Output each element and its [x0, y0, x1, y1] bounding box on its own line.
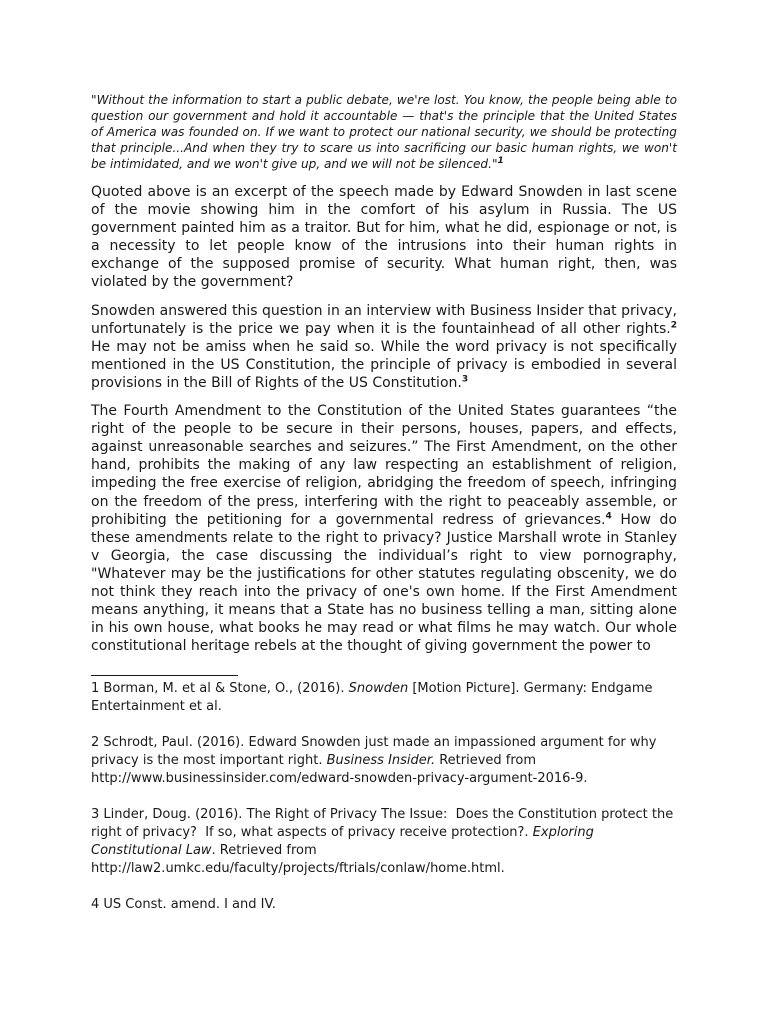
paragraph-1-text: Quoted above is an excerpt of the speech made by Edward Snowden in last scene of the movie showing him in the comfort of his asylum in Russia. The US government painted him as a traitor. But for him, what he did, espionage or not, is a necessity to let people know of the intrusions into their human rights in exchange of the supposed promise of security. What human right, then, was violated by the government? — [91, 184, 677, 291]
opening-quote — [91, 92, 677, 172]
footnote-4 — [91, 896, 677, 914]
footnote-ref-4: 4 — [605, 510, 612, 521]
footnote-1-text-a: 1 Borman, M. et al & Stone, O., (2016). — [91, 681, 349, 696]
footnote-1 — [91, 680, 677, 716]
footnote-1-title: Snowden — [348, 681, 409, 696]
paragraph-2-text-b: He may not be amiss when he said so. While the word privacy is not specifically mentioned in the US Constitution, the principle of privacy is embodied in several provisions in the Bill of Rights of the US Constitution. — [91, 338, 677, 391]
paragraph-2 — [91, 302, 677, 392]
footnote-3-text-a: 3 Linder, Doug. (2016). The Right of Privacy The Issue: Does the Constitution protect the right of privacy? If so, what aspects of privacy receive protection?. — [91, 807, 678, 840]
paragraph-1 — [91, 183, 677, 292]
paragraph-2-text-a: Snowden answered this question in an interview with Business Insider that privacy, unfortunately is the price we pay when it is the fountainhead of all other rights. — [91, 302, 677, 337]
footnote-separator — [91, 675, 238, 676]
paragraph-3-text-a: The Fourth Amendment to the Constitution of the United States guarantees “the right of the people to be secure in their persons, houses, papers, and effects, against unreasonable searches and seizures.” The First Amendment, on the other hand, prohibits the making of any law respecting an establishment of religion, impeding the free exercise of religion, abridging the freedom of speech, infringing on the freedom of the press, interfering with the right to peaceably assemble, or prohibiting the petitioning for a governmental redress of grievances. — [91, 403, 677, 528]
quote-text: "Without the information to start a public debate, we're lost. You know, the people being able to question our government and hold it accountable — that's the principle that the United States of America was founded on. If we want to protect our national security, we should be protecting that principle...And when they try to scare us into sacrificing our basic human rights, we won't be intimidated, and we won't give up, and we will not be silenced." — [91, 93, 677, 171]
footnote-ref-2: 2 — [670, 320, 677, 330]
footnote-2 — [91, 734, 677, 788]
footnote-2-text-b: Retrieved from http://www.businessinsider.com/edward-snowden-privacy-argument-2016-9. — [91, 753, 588, 786]
footnote-2-title: Business Insider. — [326, 753, 436, 768]
footnote-ref-1: 1 — [497, 155, 504, 166]
document-body — [91, 92, 677, 665]
paragraph-3 — [91, 402, 677, 655]
footnote-ref-3: 3 — [461, 374, 469, 385]
footnote-1-text-b: [Motion Picture]. Germany: Endgame Entertainment et al. — [91, 681, 653, 714]
footnote-4-text: 4 US Const. amend. I and IV. — [91, 897, 276, 912]
footnote-3 — [91, 806, 677, 878]
footnote-2-text-a: 2 Schrodt, Paul. (2016). Edward Snowden just made an impassioned argument for why privacy is the most important right. — [91, 735, 657, 768]
footnote-3-text-b: . Retrieved from http://law2.umkc.edu/faculty/projects/ftrials/conlaw/home.html. — [91, 843, 505, 876]
footnotes — [91, 680, 677, 932]
paragraph-3-text-b: How do these amendments relate to the right to privacy? Justice Marshall wrote in Stanley v Georgia, the case discussing the individual’s right to view pornography, "Whatever may be the justifications for other statutes regulating obscenity, we do not think they reach into the privacy of one's own home. If the First Amendment means anything, it means that a State has no business telling a man, sitting alone in his own house, what books he may read or what films he may watch. Our whole constitutional heritage rebels at the thought of giving government the power to — [91, 511, 677, 655]
footnote-3-title: Exploring Constitutional Law — [91, 825, 594, 858]
